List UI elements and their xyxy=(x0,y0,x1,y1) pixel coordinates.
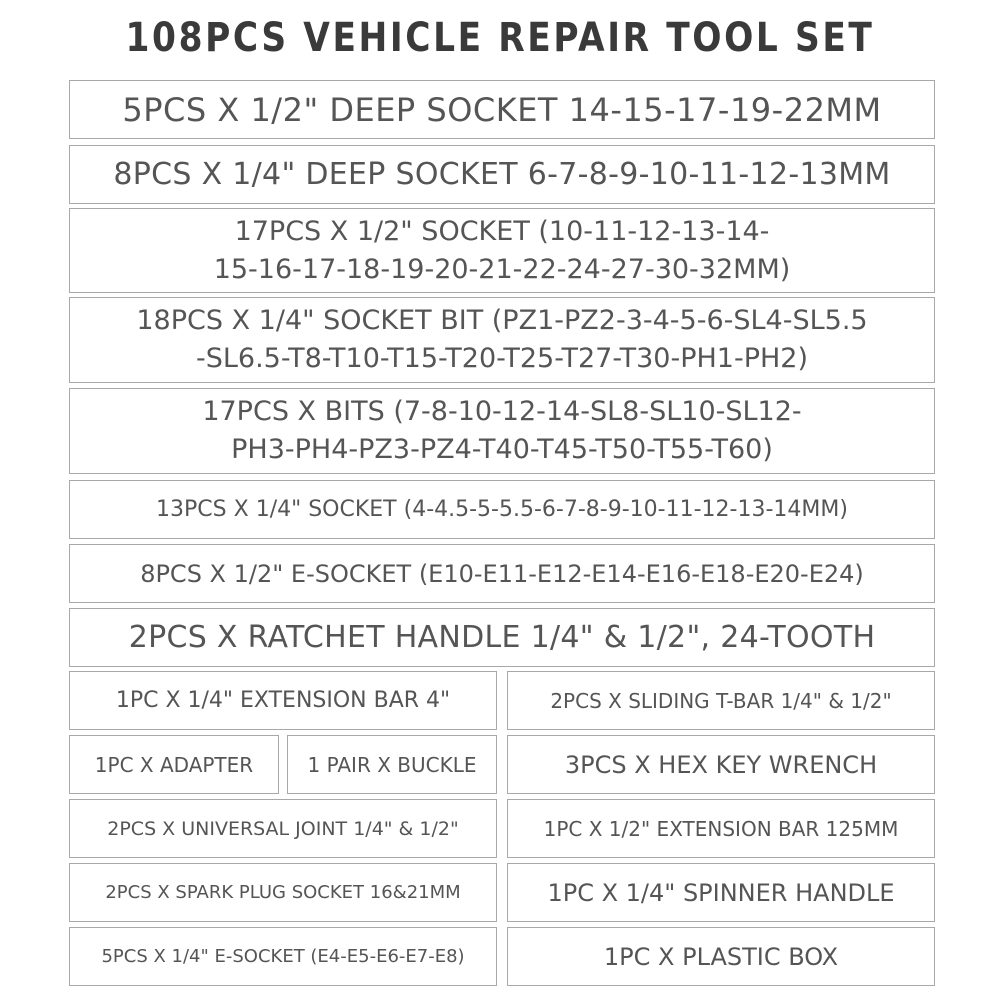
item-e-socket-half xyxy=(69,544,935,603)
item-label: 3PCS X HEX KEY WRENCH xyxy=(564,750,878,779)
item-sliding-t-bar xyxy=(507,671,935,730)
item-hex-key-wrench xyxy=(507,735,935,794)
item-plastic-box xyxy=(507,927,935,986)
item-label-line1: 18PCS X 1/4" SOCKET BIT (PZ1-PZ2-3-4-5-6-SL4-SL5.5 xyxy=(136,305,868,336)
item-label: 1PC X 1/2" EXTENSION BAR 125MM xyxy=(543,816,899,841)
item-extension-bar-half xyxy=(507,799,935,858)
item-label: 5PCS X 1/4" E-SOCKET (E4-E5-E6-E7-E8) xyxy=(101,946,465,967)
item-label: 8PCS X 1/4" DEEP SOCKET 6-7-8-9-10-11-12-13MM xyxy=(113,157,891,192)
item-spark-plug-socket xyxy=(69,863,497,922)
item-label: 1PC X 1/4" SPINNER HANDLE xyxy=(547,878,895,907)
item-deep-socket-quarter xyxy=(69,145,935,204)
item-deep-socket-half xyxy=(69,80,935,139)
item-buckle xyxy=(287,735,497,794)
item-label: 2PCS X UNIVERSAL JOINT 1/4" & 1/2" xyxy=(107,817,459,840)
item-label: 1PC X 1/4" EXTENSION BAR 4" xyxy=(115,688,451,713)
page-title: 108PCS VEHICLE REPAIR TOOL SET xyxy=(125,15,875,61)
item-e-socket-quarter xyxy=(69,927,497,986)
item-label-line1: 17PCS X BITS (7-8-10-12-14-SL8-SL10-SL12- xyxy=(202,396,802,427)
item-label-line2: PH3-PH4-PZ3-PZ4-T40-T45-T50-T55-T60) xyxy=(231,434,773,465)
item-label-line2: -SL6.5-T8-T10-T15-T20-T25-T27-T30-PH1-PH2) xyxy=(195,343,809,374)
item-ratchet-handle xyxy=(69,608,935,667)
item-socket-quarter xyxy=(69,480,935,539)
item-label: 5PCS X 1/2" DEEP SOCKET 14-15-17-19-22MM xyxy=(122,90,882,129)
item-adapter xyxy=(69,735,279,794)
item-label: 2PCS X RATCHET HANDLE 1/4" & 1/2", 24-TOOTH xyxy=(128,620,876,655)
item-label: 1PC X ADAPTER xyxy=(94,752,254,777)
item-extension-bar-quarter xyxy=(69,671,497,730)
item-label: 13PCS X 1/4" SOCKET (4-4.5-5-5.5-6-7-8-9-10-11-12-13-14MM) xyxy=(156,497,848,522)
item-label: 2PCS X SLIDING T-BAR 1/4" & 1/2" xyxy=(550,688,892,713)
item-label: 1PC X PLASTIC BOX xyxy=(603,942,839,971)
item-spinner-handle xyxy=(507,863,935,922)
item-label-line2: 15-16-17-18-19-20-21-22-24-27-30-32MM) xyxy=(213,253,791,285)
item-label: 2PCS X SPARK PLUG SOCKET 16&21MM xyxy=(105,882,461,903)
item-socket-bit xyxy=(69,297,935,383)
item-label: 1 PAIR X BUCKLE xyxy=(307,752,477,777)
item-universal-joint xyxy=(69,799,497,858)
item-label: 8PCS X 1/2" E-SOCKET (E10-E11-E12-E14-E16-E18-E20-E24) xyxy=(140,559,864,588)
item-label-line1: 17PCS X 1/2" SOCKET (10-11-12-13-14- xyxy=(234,215,770,247)
item-bits xyxy=(69,388,935,474)
item-socket-half xyxy=(69,208,935,293)
